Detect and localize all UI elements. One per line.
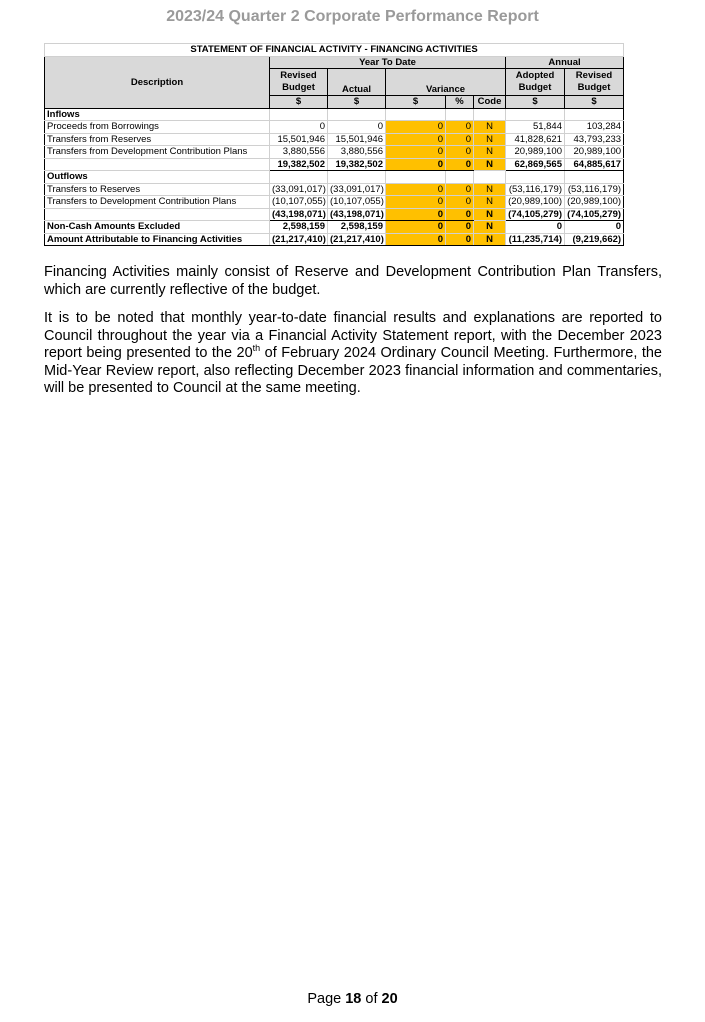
col-variance: Variance: [386, 69, 506, 96]
group-annual: Annual: [506, 56, 624, 69]
unit-actual: $: [328, 96, 386, 109]
col-actual: Actual: [328, 69, 386, 96]
page-total: 20: [381, 991, 398, 1007]
section-inflows: Inflows: [45, 108, 270, 121]
financing-activities-table: [44, 43, 624, 246]
table-row: Proceeds from Borrowings 0 0 0 0 N 51,844 103,284: [45, 121, 624, 134]
page-number: 18: [345, 991, 362, 1007]
unit-pct: %: [446, 96, 474, 109]
paragraph-financing-summary: Financing Activities mainly consist of Reserve and Development Contribution Plan Transfers, which are currently reflective of the budget.: [44, 264, 662, 298]
unit-rb: $: [270, 96, 328, 109]
inflows-total-row: 19,382,502 19,382,502 0 0 N 62,869,565 64,885,617: [45, 158, 624, 171]
page-footer: Page 18 of 20: [307, 991, 398, 1007]
group-ytd: Year To Date: [270, 56, 506, 69]
table-title: STATEMENT OF FINANCIAL ACTIVITY - FINANCING ACTIVITIES: [45, 44, 624, 57]
table-row: Transfers to Reserves (33,091,017) (33,091,017) 0 0 N (53,116,179) (53,116,179): [45, 183, 624, 196]
outflows-total-row: (43,198,071) (43,198,071) 0 0 N (74,105,279) (74,105,279): [45, 208, 624, 221]
noncash-row: Non-Cash Amounts Excluded 2,598,159 2,598,159 0 0 N 0 0: [45, 221, 624, 234]
unit-var: $: [386, 96, 446, 109]
table-row: Transfers to Development Contribution Plans (10,107,055) (10,107,055) 0 0 N (20,989,100) (20,989,100): [45, 196, 624, 209]
col-description: Description: [45, 56, 270, 108]
unit-code: Code: [474, 96, 506, 109]
col-revised-budget: Revised Budget: [270, 69, 328, 96]
report-header: 2023/24 Quarter 2 Corporate Performance Report: [166, 8, 539, 25]
unit-adopted: $: [506, 96, 565, 109]
table-row: Transfers from Reserves 15,501,946 15,501,946 0 0 N 41,828,621 43,793,233: [45, 133, 624, 146]
col-adopted-budget: Adopted Budget: [506, 69, 565, 96]
paragraph-reporting-note: It is to be noted that monthly year-to-date financial results and explanations are reported to Council throughout the year via a Financial Activity Statement report, with the December 2023 report being presented to the 20th of February 2024 Ordinary Council Meeting. Furthermore, the Mid-Year Review report, also reflecting December 2023 financial information and commentaries, will be presented to Council at the same meeting.: [44, 310, 662, 396]
section-outflows: Outflows: [45, 171, 270, 184]
col-annual-revised-budget: Revised Budget: [565, 69, 624, 96]
attributable-row: Amount Attributable to Financing Activities (21,217,410) (21,217,410) 0 0 N (11,235,714) (9,219,662): [45, 233, 624, 246]
unit-annual-rb: $: [565, 96, 624, 109]
table-row: Transfers from Development Contribution Plans 3,880,556 3,880,556 0 0 N 20,989,100 20,989,100: [45, 146, 624, 159]
